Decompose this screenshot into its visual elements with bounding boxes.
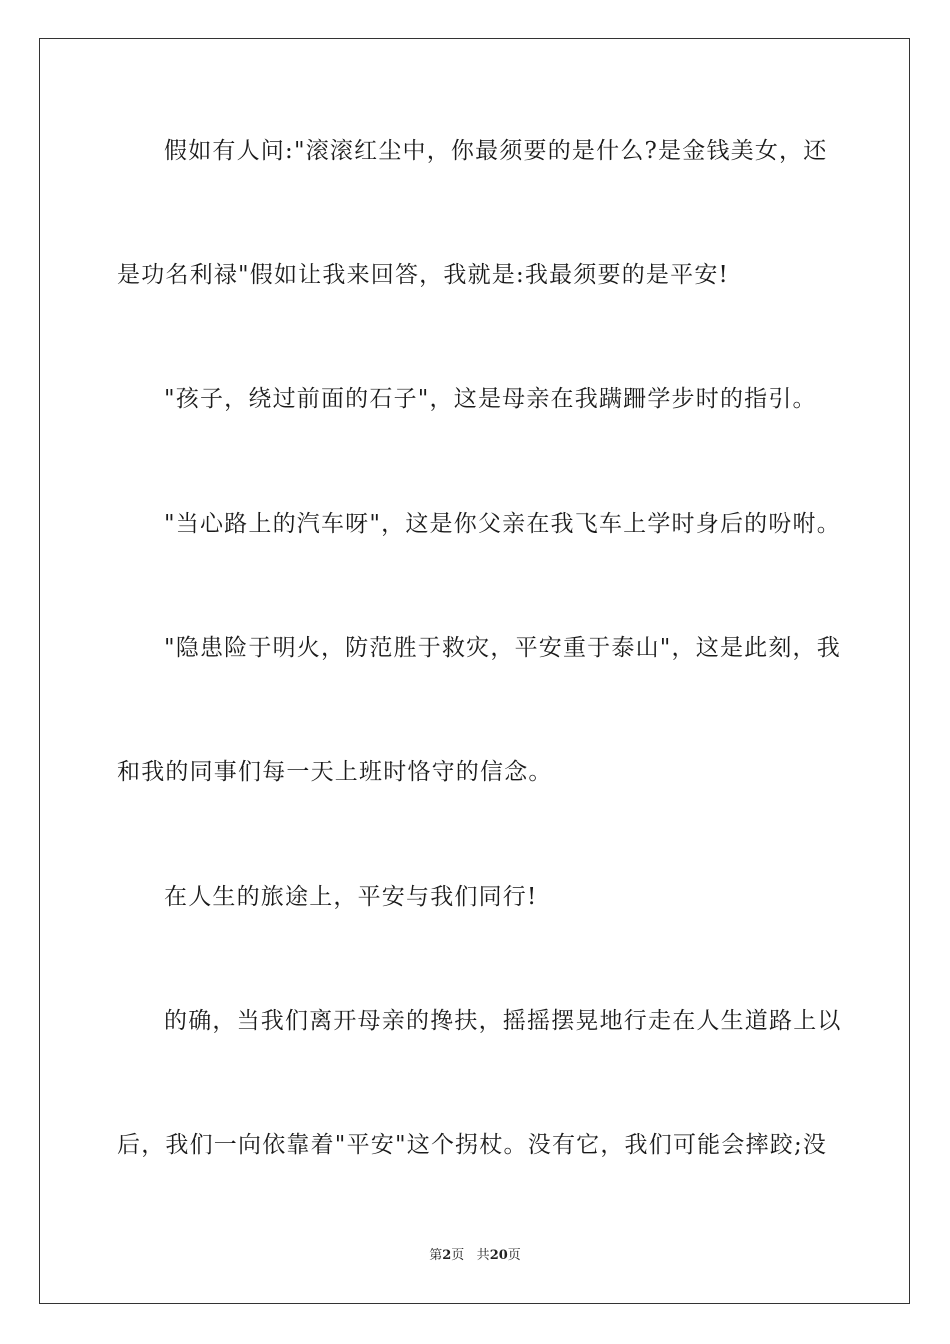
paragraph-line: "当心路上的汽车呀"，这是你父亲在我飞车上学时身后的吩咐。 bbox=[164, 511, 841, 537]
paragraph-line: 和我的同事们每一天上班时恪守的信念。 bbox=[117, 759, 553, 785]
total-suffix: 页 bbox=[507, 1248, 521, 1263]
paragraph-line: 是功名利禄"假如让我来回答，我就是:我最须要的是平安! bbox=[117, 262, 729, 288]
total-pages: 20 bbox=[489, 1248, 508, 1263]
paragraph-line: 后，我们一向依靠着"平安"这个拐杖。没有它，我们可能会摔跤;没 bbox=[117, 1132, 828, 1158]
paragraph-line: "孩子，绕过前面的石子"，这是母亲在我蹒跚学步时的指引。 bbox=[164, 386, 817, 412]
total-prefix: 共 bbox=[476, 1248, 490, 1263]
page-number: 2 bbox=[442, 1248, 452, 1263]
paragraph-line: 的确，当我们离开母亲的搀扶，摇摇摆晃地行走在人生道路上以 bbox=[164, 1008, 842, 1034]
page-suffix: 页 bbox=[451, 1248, 465, 1263]
paragraph-line: 在人生的旅途上，平安与我们同行! bbox=[164, 884, 538, 910]
paragraph-line: "隐患险于明火，防范胜于救灾，平安重于泰山"，这是此刻，我 bbox=[164, 635, 841, 661]
page-border bbox=[39, 38, 910, 1304]
page-prefix: 第 bbox=[429, 1248, 443, 1263]
page-footer bbox=[0, 1247, 950, 1265]
paragraph-line: 假如有人问:"滚滚红尘中，你最须要的是什么?是金钱美女，还 bbox=[164, 138, 828, 164]
